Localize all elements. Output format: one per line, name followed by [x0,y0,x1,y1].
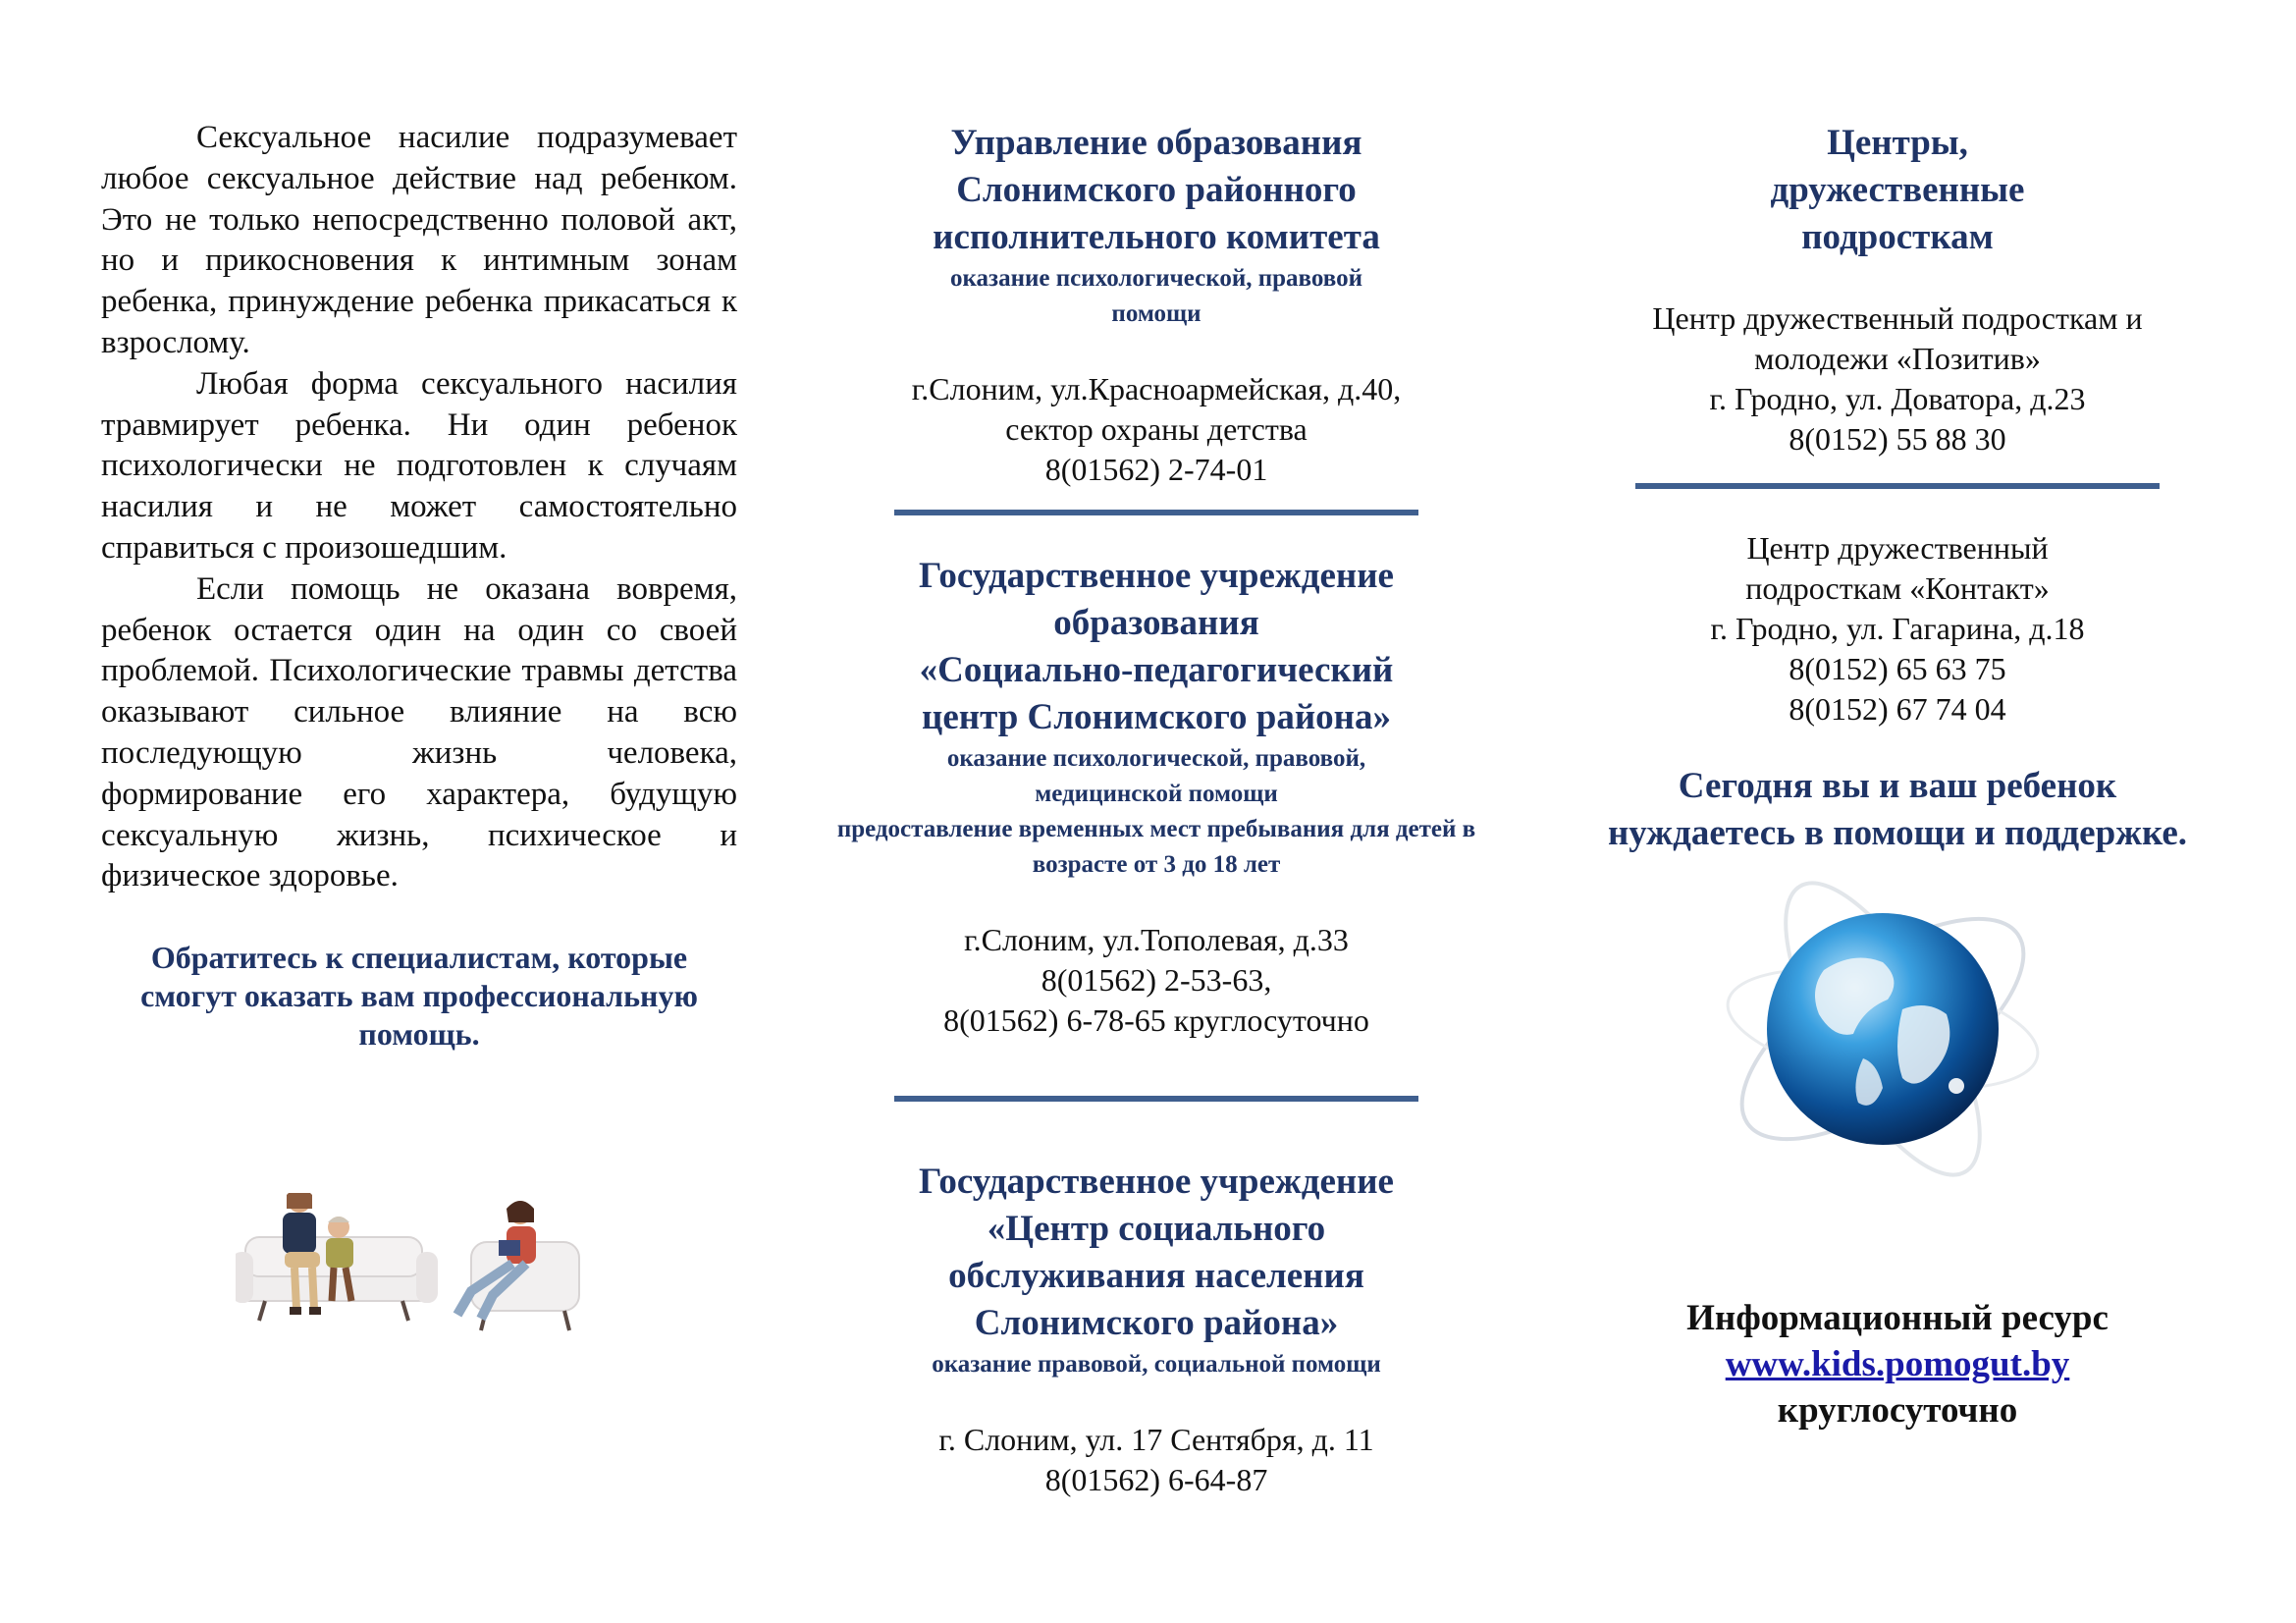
resource-label: Информационный ресурс [1686,1298,2109,1338]
org-address: г.Слоним, ул.Красноармейская, д.40, сектор охраны детства [911,371,1402,447]
org-social-service-center [832,1159,1480,1500]
center-name: Центр дружественный подросткам и молодежи «Позитив» [1652,300,2143,376]
call-to-action: Обратитесь к специалистам, которые смогут оказать вам профессиональную помощь. [140,940,698,1053]
paragraph-trauma: Любая форма сексуального насилия травмирует ребенка. Ни один ребенок психологически не подготовлен к случаям насилия и не может самостоятельно справиться с произошедшим. [101,365,737,566]
resource-link-line [1569,1341,2226,1387]
support-message: Сегодня вы и ваш ребенок нуждаетесь в помощи и поддержке. [1607,766,2188,853]
org-education-department [832,120,1480,490]
paragraph-definition: Сексуальное насилие подразумевает любое сексуальное действие над ребенком. Это не только непосредственно половой акт, но и прикосновения к интимным зонам ребенка, принуждение ребенка прикасаться к взрослому. [101,120,737,360]
org-address: г.Слоним, ул.Тополевая, д.33 [964,922,1349,957]
org-social-pedagogical-center [832,553,1480,1041]
org-phone: 8(01562) 6-64-87 [1044,1462,1268,1497]
org-services-shelter: предоставление временных мест пребывания для детей в возрасте от 3 до 18 лет [836,816,1476,878]
family-consultation-illustration [236,1193,589,1350]
paragraph-consequences: Если помощь не оказана вовремя, ребенок остается один на один со своей проблемой. Психологические травмы детства оказывают сильное влияние на всю последующую жизнь человека, формирование его характера, будущую сексуальную жизнь, психическое и физическое здоровье. [101,570,737,894]
separator [894,510,1418,515]
org-title-name: «Центр социального обслуживания населения Слонимского района» [948,1209,1364,1343]
org-title: Государственное учреждение [919,1162,1394,1202]
center-phone: 8(0152) 67 74 04 [1789,691,2006,727]
org-services: оказание психологической, правовой помощи [950,265,1362,327]
org-title: Государственное учреждение образования [919,556,1394,643]
resource-link[interactable]: www.kids.pomogut.by [1725,1344,2070,1384]
org-title-name: «Социально-педагогический центр Слонимского района» [919,650,1394,737]
middle-column [832,120,1480,1500]
org-address: г. Слоним, ул. 17 Сентября, д. 11 [938,1422,1374,1457]
org-phone: 8(01562) 2-53-63, [1041,962,1272,998]
org-phone-24h: 8(01562) 6-78-65 круглосуточно [943,1002,1369,1038]
left-column [101,118,737,1054]
center-address: г. Гродно, ул. Гагарина, д.18 [1710,611,2085,646]
center-phone: 8(0152) 55 88 30 [1789,421,2006,457]
org-phone: 8(01562) 2-74-01 [1044,452,1268,487]
org-services: оказание психологической, правовой, медицинской помощи [946,745,1366,807]
center-name: Центр дружественный подросткам «Контакт» [1745,530,2050,606]
globe-icon [1716,852,2050,1206]
resource-note: круглосуточно [1777,1390,2018,1431]
center-kontakt [1569,528,2226,730]
org-services: оказание правовой, социальной помощи [932,1351,1381,1378]
center-positiv [1569,298,2226,460]
separator [894,1096,1418,1102]
center-phone: 8(0152) 65 63 75 [1789,651,2006,686]
center-address: г. Гродно, ул. Доватора, д.23 [1709,381,2086,416]
org-title: Управление образования Слонимского районного исполнительного комитета [933,123,1380,257]
section-title: Центры, дружественные подросткам [1770,123,2025,257]
right-column [1569,120,2226,1434]
